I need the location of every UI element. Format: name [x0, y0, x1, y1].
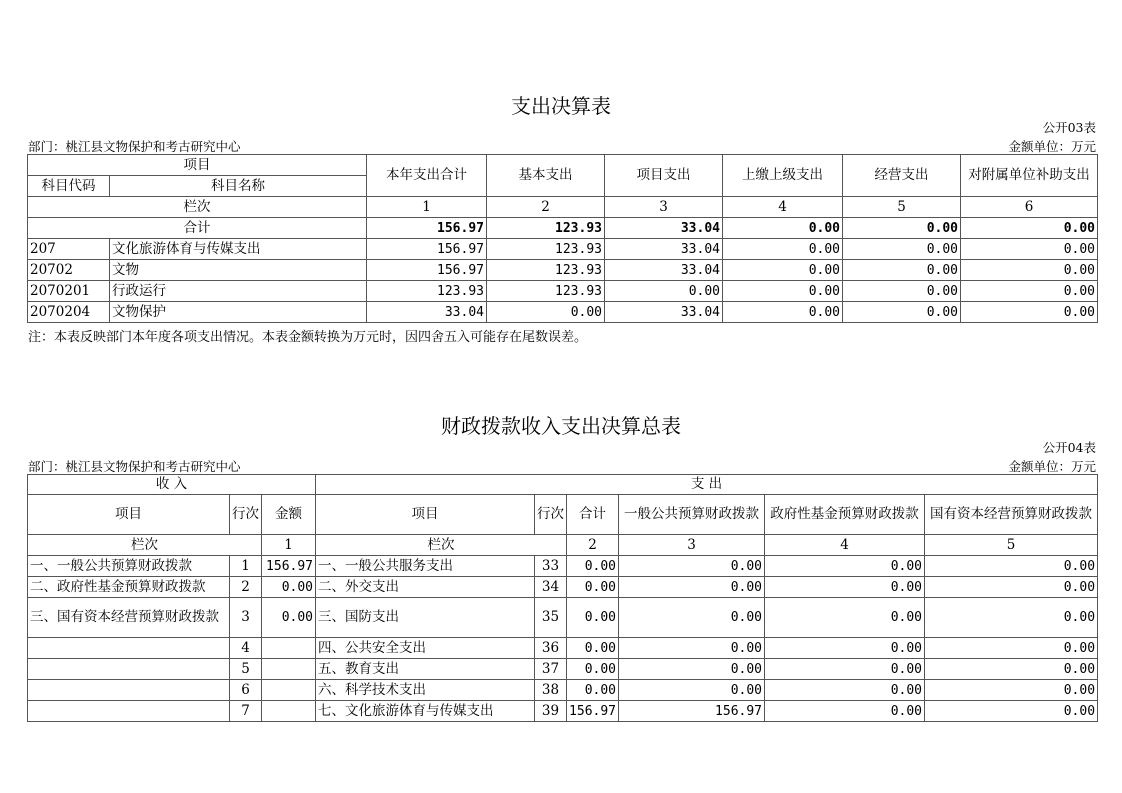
expense-fund: 0.00: [765, 638, 925, 659]
expense-rowno: 33: [535, 556, 567, 577]
header-expense: 支 出: [316, 475, 1098, 495]
header-income: 收 入: [28, 475, 316, 495]
fiscal-summary-table: [27, 474, 1098, 722]
expense-state: 0.00: [925, 638, 1098, 659]
income-amount: [262, 638, 316, 659]
header-general-budget: 一般公共预算财政拨款: [619, 495, 765, 535]
row-value: 0.00: [723, 302, 843, 323]
income-rowno: 2: [230, 577, 262, 598]
header-col-3: 项目支出: [605, 155, 723, 197]
lanci-2: 2: [567, 535, 619, 556]
header-in-amount: 金额: [262, 495, 316, 535]
table-row: [28, 701, 1098, 722]
row-value: 0.00: [961, 302, 1098, 323]
table-row: [28, 239, 1098, 260]
row-value: 123.93: [487, 260, 605, 281]
row-value: 0.00: [723, 281, 843, 302]
expense-item: 七、文化旅游体育与传媒支出: [316, 701, 535, 722]
expense-fund: 0.00: [765, 680, 925, 701]
expense-fund: 0.00: [765, 701, 925, 722]
header-state-capital: 国有资本经营预算财政拨款: [925, 495, 1098, 535]
expense-general: 0.00: [619, 577, 765, 598]
expense-fund: 0.00: [765, 598, 925, 638]
expense-item: 二、外交支出: [316, 577, 535, 598]
total-value: 0.00: [723, 218, 843, 239]
expense-fund: 0.00: [765, 659, 925, 680]
income-item: 三、国有资本经营预算财政拨款: [28, 598, 230, 638]
table2-title: 财政拨款收入支出决算总表: [441, 414, 681, 438]
lanci-label-2: 栏次: [316, 535, 567, 556]
expense-rowno: 38: [535, 680, 567, 701]
expense-total: 156.97: [567, 701, 619, 722]
expense-general: 0.00: [619, 659, 765, 680]
expense-total: 0.00: [567, 680, 619, 701]
total-value: 33.04: [605, 218, 723, 239]
income-amount: [262, 701, 316, 722]
header-col-4: 上缴上级支出: [723, 155, 843, 197]
income-amount: 0.00: [262, 598, 316, 638]
income-rowno: 6: [230, 680, 262, 701]
expense-state: 0.00: [925, 556, 1098, 577]
income-amount: [262, 680, 316, 701]
expense-rowno: 35: [535, 598, 567, 638]
header-col-5: 经营支出: [843, 155, 961, 197]
lanci-3: 3: [619, 535, 765, 556]
row-name: 文物保护: [110, 302, 367, 323]
expense-item: 六、科学技术支出: [316, 680, 535, 701]
table1-title: 支出决算表: [511, 94, 611, 118]
expense-total: 0.00: [567, 577, 619, 598]
row-name: 行政运行: [110, 281, 367, 302]
total-row: [28, 218, 1098, 239]
table1-note: 注：本表反映部门本年度各项支出情况。本表金额转换为万元时，因四舍五入可能存在尾数误差。: [28, 330, 588, 345]
row-value: 123.93: [487, 281, 605, 302]
expense-item: 一、一般公共服务支出: [316, 556, 535, 577]
row-value: 0.00: [843, 239, 961, 260]
expense-item: 三、国防支出: [316, 598, 535, 638]
total-value: 0.00: [961, 218, 1098, 239]
income-item: [28, 638, 230, 659]
row-code: 2070201: [28, 281, 110, 302]
header-out-item: 项目: [316, 495, 535, 535]
row-value: 0.00: [723, 260, 843, 281]
row-code: 207: [28, 239, 110, 260]
expense-rowno: 37: [535, 659, 567, 680]
income-item: 二、政府性基金预算财政拨款: [28, 577, 230, 598]
row-value: 0.00: [843, 260, 961, 281]
expense-total: 0.00: [567, 659, 619, 680]
row-code: 2070204: [28, 302, 110, 323]
expense-rowno: 39: [535, 701, 567, 722]
row-value: 0.00: [843, 302, 961, 323]
lanci-5: 5: [925, 535, 1098, 556]
table2-dept: 部门：桃江县文物保护和考古研究中心: [28, 459, 241, 474]
row-value: 0.00: [961, 281, 1098, 302]
income-item: 一、一般公共预算财政拨款: [28, 556, 230, 577]
lanci-4: 4: [765, 535, 925, 556]
header-col-1: 本年支出合计: [367, 155, 487, 197]
expense-item: 五、教育支出: [316, 659, 535, 680]
income-rowno: 5: [230, 659, 262, 680]
row-value: 123.93: [487, 239, 605, 260]
header-out-rowno: 行次: [535, 495, 567, 535]
expense-state: 0.00: [925, 598, 1098, 638]
header-code: 科目代码: [28, 176, 110, 197]
table-row: [28, 302, 1098, 323]
header-name: 科目名称: [110, 176, 367, 197]
income-rowno: 4: [230, 638, 262, 659]
header-out-total: 合计: [567, 495, 619, 535]
table-row: [28, 556, 1098, 577]
table2-unit: 金额单位：万元: [1008, 459, 1096, 474]
expense-state: 0.00: [925, 577, 1098, 598]
total-value: 0.00: [843, 218, 961, 239]
lanci-2: 2: [487, 197, 605, 218]
lanci-1: 1: [262, 535, 316, 556]
expense-general: 0.00: [619, 638, 765, 659]
expense-rowno: 36: [535, 638, 567, 659]
expense-state: 0.00: [925, 701, 1098, 722]
table2-form-no: 公开04表: [1042, 440, 1096, 455]
table-row: [28, 680, 1098, 701]
header-gov-fund: 政府性基金预算财政拨款: [765, 495, 925, 535]
row-value: 156.97: [367, 239, 487, 260]
total-value: 123.93: [487, 218, 605, 239]
income-item: [28, 680, 230, 701]
lanci-label: 栏次: [28, 197, 367, 218]
row-name: 文物: [110, 260, 367, 281]
row-value: 0.00: [961, 260, 1098, 281]
table-row: [28, 260, 1098, 281]
expense-fund: 0.00: [765, 556, 925, 577]
row-value: 0.00: [723, 239, 843, 260]
expense-state: 0.00: [925, 659, 1098, 680]
row-code: 20702: [28, 260, 110, 281]
table1-unit: 金额单位：万元: [1008, 139, 1096, 154]
expense-total: 0.00: [567, 598, 619, 638]
income-rowno: 7: [230, 701, 262, 722]
income-rowno: 1: [230, 556, 262, 577]
income-rowno: 3: [230, 598, 262, 638]
row-value: 123.93: [367, 281, 487, 302]
expense-fund: 0.00: [765, 577, 925, 598]
expense-item: 四、公共安全支出: [316, 638, 535, 659]
row-value: 33.04: [605, 302, 723, 323]
header-col-6: 对附属单位补助支出: [961, 155, 1098, 197]
total-label: 合计: [28, 218, 367, 239]
header-item: 项目: [28, 155, 367, 176]
row-value: 156.97: [367, 260, 487, 281]
row-value: 0.00: [487, 302, 605, 323]
lanci-4: 4: [723, 197, 843, 218]
income-item: [28, 701, 230, 722]
table-row: [28, 281, 1098, 302]
expense-state: 0.00: [925, 680, 1098, 701]
expense-rowno: 34: [535, 577, 567, 598]
row-value: 0.00: [605, 281, 723, 302]
table-row: [28, 598, 1098, 638]
table1-dept: 部门：桃江县文物保护和考古研究中心: [28, 139, 241, 154]
lanci-5: 5: [843, 197, 961, 218]
table1-form-no: 公开03表: [1042, 120, 1096, 135]
expense-general: 0.00: [619, 556, 765, 577]
row-value: 0.00: [843, 281, 961, 302]
header-in-rowno: 行次: [230, 495, 262, 535]
header-in-item: 项目: [28, 495, 230, 535]
table-row: [28, 638, 1098, 659]
row-value: 33.04: [367, 302, 487, 323]
row-value: 33.04: [605, 260, 723, 281]
expense-general: 0.00: [619, 680, 765, 701]
row-name: 文化旅游体育与传媒支出: [110, 239, 367, 260]
expense-total: 0.00: [567, 556, 619, 577]
expenditure-table: [27, 154, 1098, 323]
lanci-3: 3: [605, 197, 723, 218]
income-item: [28, 659, 230, 680]
table-row: [28, 577, 1098, 598]
expense-general: 156.97: [619, 701, 765, 722]
lanci-6: 6: [961, 197, 1098, 218]
total-value: 156.97: [367, 218, 487, 239]
income-amount: [262, 659, 316, 680]
lanci-label: 栏次: [28, 535, 262, 556]
income-amount: 0.00: [262, 577, 316, 598]
income-amount: 156.97: [262, 556, 316, 577]
row-value: 33.04: [605, 239, 723, 260]
lanci-1: 1: [367, 197, 487, 218]
table-row: [28, 659, 1098, 680]
expense-total: 0.00: [567, 638, 619, 659]
expense-general: 0.00: [619, 598, 765, 638]
row-value: 0.00: [961, 239, 1098, 260]
header-col-2: 基本支出: [487, 155, 605, 197]
